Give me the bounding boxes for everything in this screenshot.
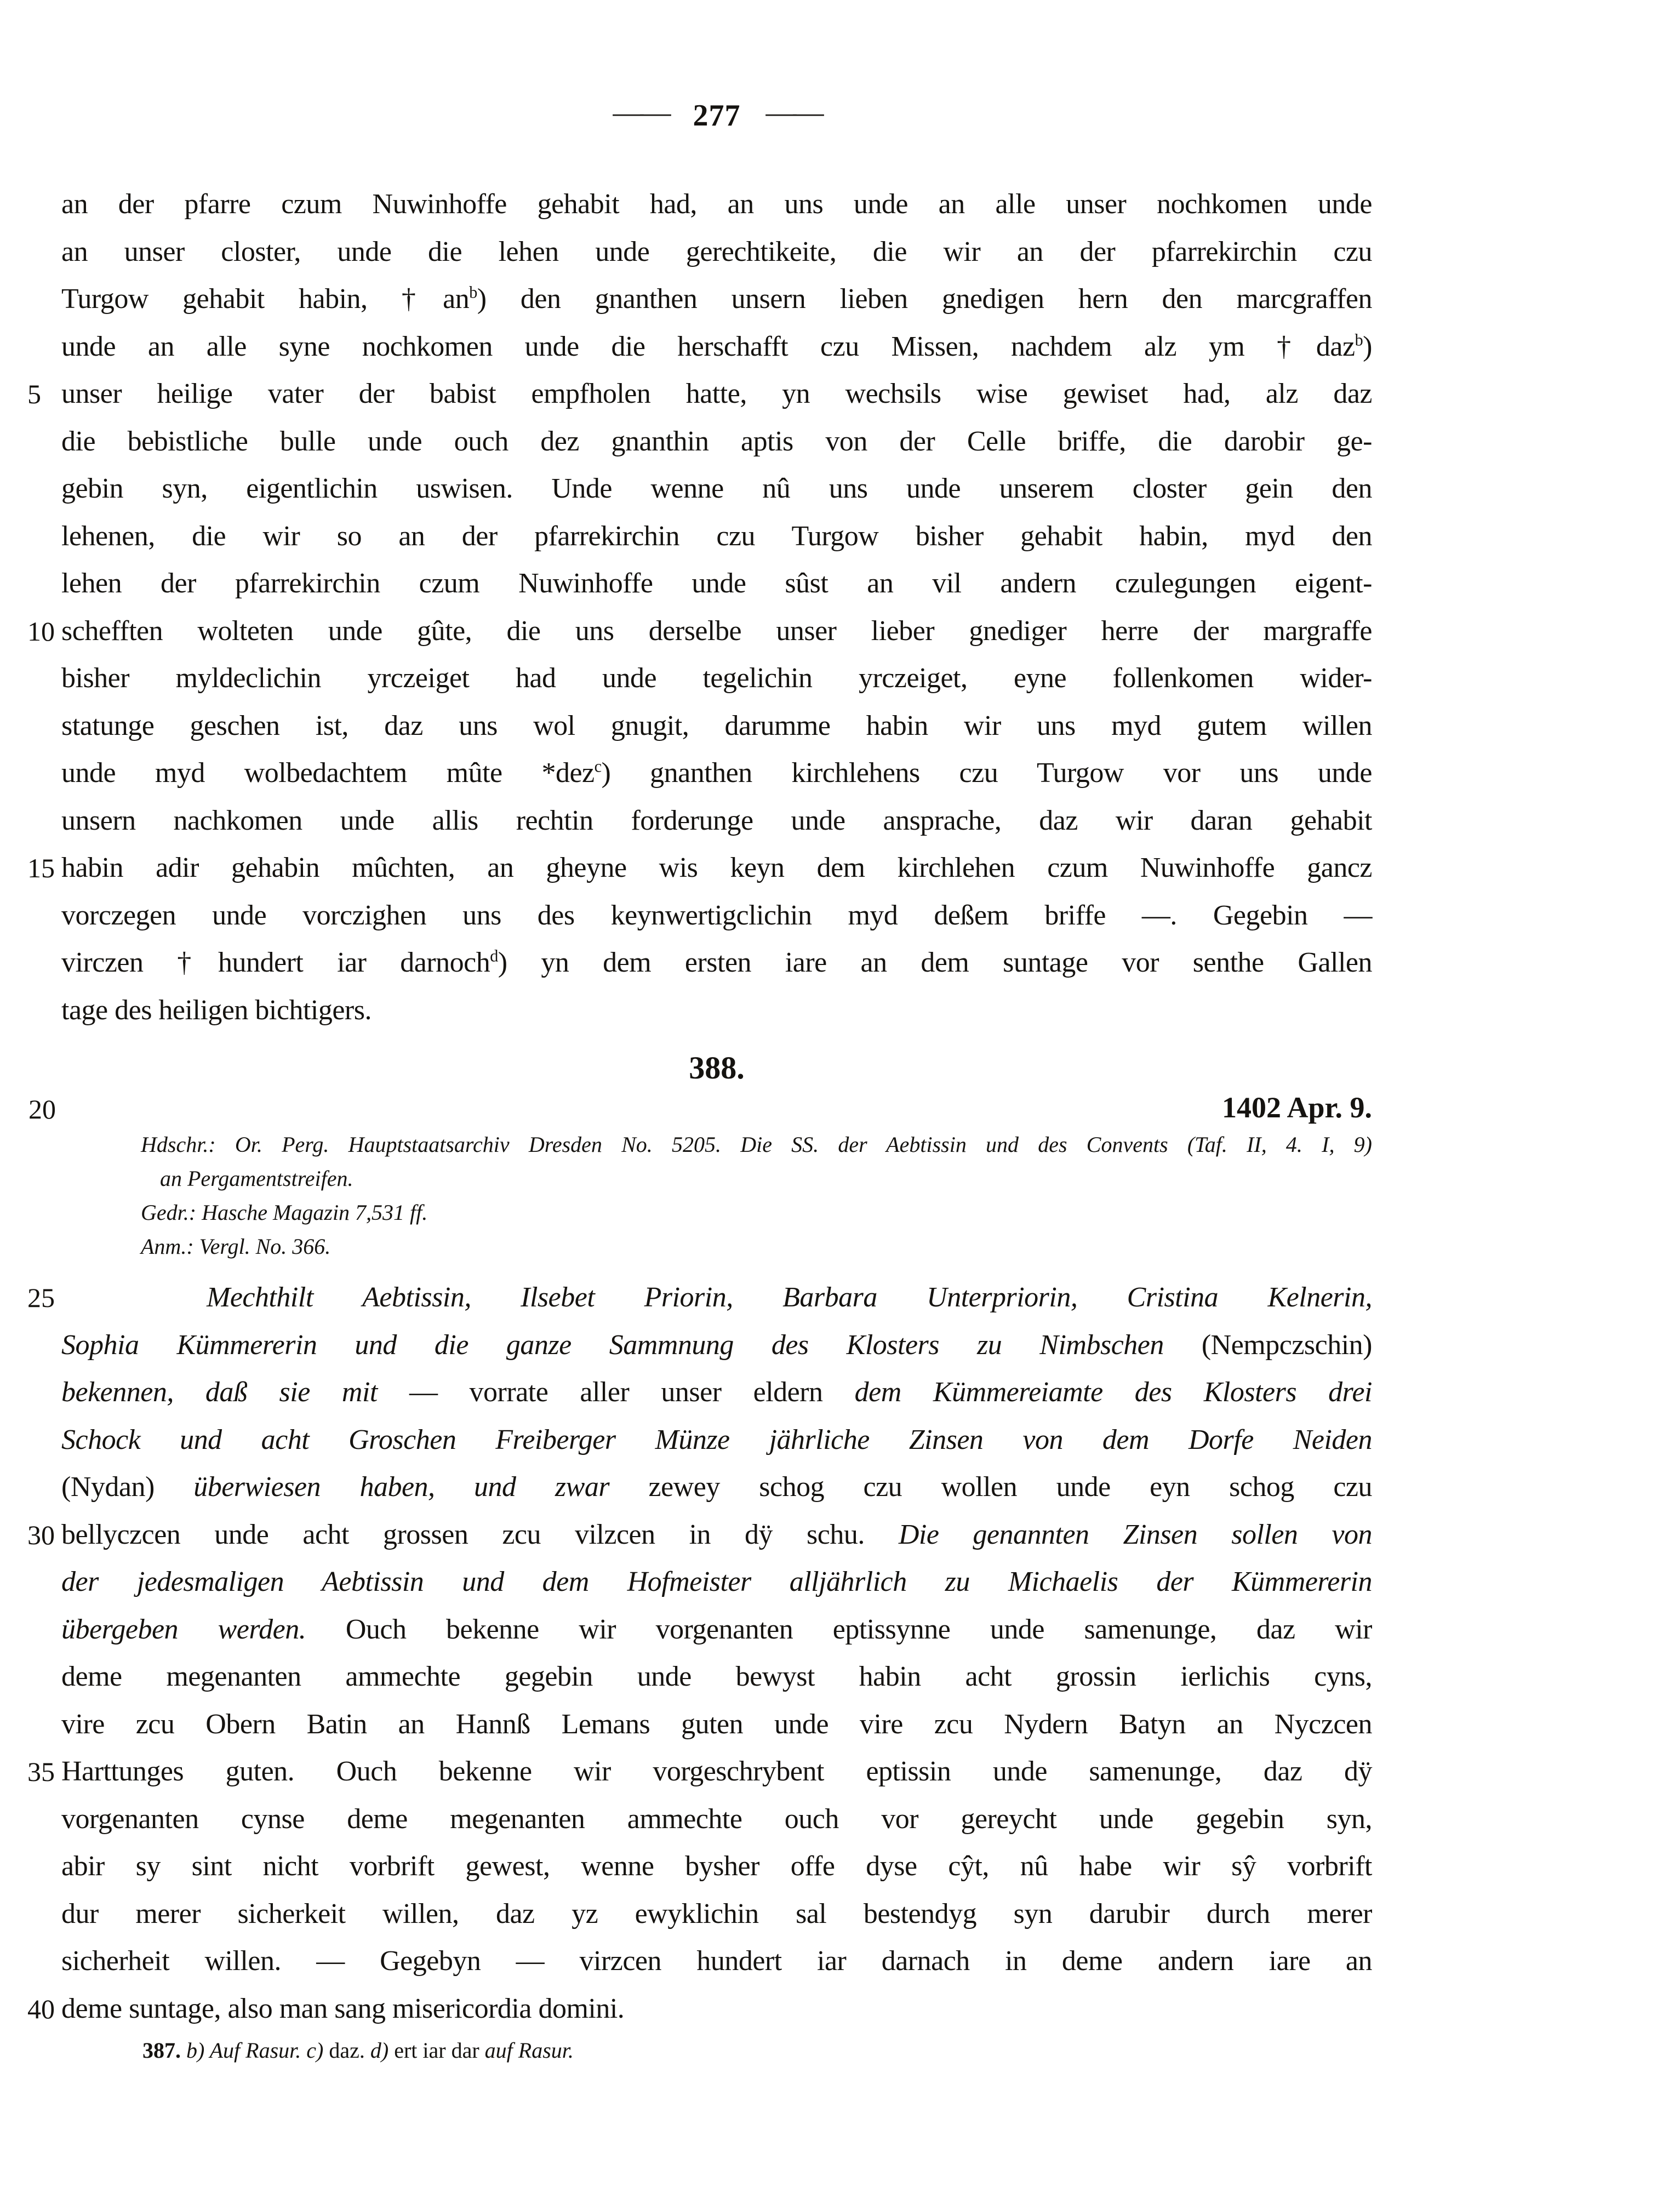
text-line (61, 1322, 1372, 1369)
footnote-marker: c (594, 757, 602, 776)
text-run: deme megenanten ammechte gegebin unde bewyst habin acht grossin ierlichis cyns, (61, 1661, 1372, 1692)
text-line (61, 703, 1372, 750)
text-run: bisher myldeclichin yrczeiget had unde tegelichin yrczeiget, eyne follenkomen wider- (61, 663, 1372, 694)
text-line (61, 1938, 1372, 1985)
text-run: statunge geschen ist, daz uns wol gnugit, darumme habin wir uns myd gutem willen (61, 710, 1372, 741)
text-run: daz. (323, 2038, 370, 2063)
text-run: Anm.: Vergl. No. 366. (141, 1234, 331, 1259)
text-run: virczen †hundert iar darnoch (61, 947, 490, 978)
text-run: Ouch bekenne wir vorgenanten eptissynne unde samenunge, daz wir (345, 1613, 1372, 1645)
text-run: überwiesen haben, und zwar (193, 1471, 649, 1503)
entry-date: 1402 Apr. 9. (1221, 1091, 1372, 1124)
text-line (61, 1653, 1372, 1701)
footnote-marker: b (1355, 330, 1363, 350)
text-line (61, 560, 1372, 608)
line-number: 10 (27, 615, 55, 647)
text-run: gebin syn, eigentlichin uswisen. Unde wenne nû uns unde unserem closter gein den (61, 473, 1372, 504)
text-line (61, 750, 1372, 797)
text-run: Die genannten Zinsen sollen von (898, 1518, 1372, 1550)
text-line (61, 181, 1372, 229)
header-rule-right: —— (765, 95, 821, 129)
text-run: lehenen, die wir so an der pfarrekirchin czu Turgow bisher gehabit habin, myd den (61, 520, 1372, 552)
text-line (61, 323, 1372, 371)
text-run: 387. (142, 2038, 181, 2063)
text-line (61, 797, 1372, 845)
source-citations (61, 1128, 1372, 1264)
text-run: abir sy sint nicht vorbrift gewest, wenne bysher offe dyse cŷt, nû habe wir sŷ vorbrift (61, 1851, 1372, 1882)
text-run: ) yn dem ersten iare an dem suntage vor senthe Gallen (498, 947, 1372, 978)
running-head (61, 96, 1372, 135)
document-388-text (27, 1274, 1373, 2033)
text-run: — vorrate aller unser eldern (409, 1377, 855, 1408)
text-line (61, 1796, 1372, 1843)
text-run: unsern nachkomen unde allis rechtin forderunge unde ansprache, daz wir daran gehabit (61, 804, 1372, 836)
text-run: b) Auf Rasur. (186, 2038, 301, 2063)
text-run: der jedesmaligen Aebtissin und dem Hofmeister alljährlich zu Michaelis der Kümmererin (61, 1566, 1372, 1597)
text-line (61, 892, 1372, 940)
text-line (61, 229, 1372, 276)
text-run: ) (1363, 330, 1372, 362)
text-run: zewey schog czu wollen unde eyn schog czu (648, 1471, 1372, 1503)
text-line (27, 844, 1372, 892)
text-run: vorgenanten cynse deme megenanten ammechte ouch vor gereycht unde gegebin syn, (61, 1803, 1372, 1835)
line-number: 25 (27, 1282, 55, 1313)
text-run: ) den gnanthen unsern lieben gnedigen hern den marcgraffen (477, 283, 1372, 315)
text-line (61, 1701, 1372, 1749)
text-line (61, 1558, 1372, 1606)
text-line (61, 513, 1372, 561)
text-line (61, 1843, 1372, 1891)
text-line (61, 418, 1372, 466)
line-number: 30 (27, 1519, 55, 1550)
text-line (61, 1606, 1372, 1654)
text-line (61, 987, 1372, 1035)
entry-number-heading: 388. (689, 1050, 745, 1086)
line-number: 40 (27, 1993, 55, 2024)
text-run: c) (306, 2038, 324, 2063)
footnote-marker: d (490, 946, 498, 966)
text-run: übergeben werden. (61, 1613, 346, 1645)
text-run: ) gnanthen kirchlehens czu Turgow vor uns unde (601, 757, 1372, 789)
text-run: schefften wolteten unde gûte, die uns derselbe unser lieber gnediger herre der margraffe (61, 615, 1372, 647)
text-line (27, 370, 1372, 418)
line-number: 15 (27, 853, 55, 883)
text-line (61, 1464, 1372, 1511)
text-run: an der pfarre czum Nuwinhoffe gehabit had, an uns unde an alle unser nochkomen unde (61, 189, 1372, 220)
text-run: dur merer sicherkeit willen, daz yz ewyklichin sal bestendyg syn darubir durch merer (61, 1898, 1372, 1929)
text-line (27, 608, 1372, 655)
text-run: (Nydan) (61, 1471, 194, 1503)
text-line (61, 1369, 1372, 1417)
text-line (61, 1891, 1372, 1938)
text-run: habin adir gehabin mûchten, an gheyne wis keyn dem kirchlehen czum Nuwinhoffe gancz (61, 852, 1372, 883)
text-run: dem Kümmereiamte des Klosters drei (854, 1377, 1373, 1408)
text-run (181, 2038, 186, 2063)
text-line (141, 1196, 1372, 1230)
text-line (61, 655, 1372, 703)
text-run: sicherheit willen. — Gegebyn — virzcen hundert iar darnach in deme andern iare an (61, 1945, 1372, 1977)
text-line (27, 1748, 1372, 1796)
text-line (141, 1128, 1372, 1162)
text-run: Hdschr.: Or. Perg. Hauptstaatsarchiv Dresden No. 5205. Die SS. der Aebtissin und des Convents (Taf. II, 4. I, 9) (141, 1132, 1372, 1157)
apparatus-footnote (61, 2034, 1372, 2067)
text-run: (Nempczschin) (1201, 1329, 1372, 1361)
page-number: 277 (693, 99, 741, 133)
text-run: Schock und acht Groschen Freiberger Münze jährliche Zinsen von dem Dorfe Neiden (61, 1424, 1372, 1455)
text-run: Gedr.: Hasche Magazin 7,531 ff. (141, 1200, 428, 1225)
text-run: unde an alle syne nochkomen unde die herschafft czu Missen, nachdem alz ym †daz (61, 330, 1355, 362)
text-run: bellyczcen unde acht grossen zcu vilzcen in dÿ schu. (61, 1518, 899, 1550)
text-line (27, 1511, 1372, 1559)
text-run (301, 2038, 306, 2063)
text-run: an unser closter, unde die lehen unde gerechtikeite, die wir an der pfarrekirchin czu (61, 236, 1372, 267)
document-387-text (27, 181, 1372, 1034)
text-line (142, 2034, 1372, 2067)
text-line (61, 1417, 1372, 1464)
text-run: vire zcu Obern Batin an Hannß Lemans guten unde vire zcu Nydern Batyn an Nyczcen (61, 1708, 1372, 1740)
text-line (141, 1230, 1372, 1264)
line-number: 5 (27, 379, 41, 409)
text-line (27, 1985, 1372, 2033)
text-run: lehen der pfarrekirchin czum Nuwinhoffe unde sûst an vil andern czulegungen eigent- (61, 568, 1372, 599)
footnote-marker: b (469, 283, 477, 302)
text-run: auf Rasur. (484, 2038, 574, 2063)
text-run: bekennen, daß sie mit (61, 1377, 409, 1408)
text-run: die bebistliche bulle unde ouch dez gnanthin aptis von der Celle briffe, die darobir ge- (61, 425, 1372, 457)
text-line (160, 1162, 1372, 1196)
text-run: vorczegen unde vorczighen uns des keynwertigclichin myd deßem briffe —. Gegebin — (61, 899, 1372, 931)
text-run: d) (370, 2038, 389, 2063)
text-line (61, 276, 1372, 323)
text-run: Turgow gehabit habin, †an (61, 283, 470, 315)
text-run: unde myd wolbedachtem mûte *dez (61, 757, 595, 789)
text-run: Sophia Kümmererin und die ganze Sammnung des Klosters zu Nimbschen (61, 1329, 1202, 1361)
text-run: unser heilige vater der babist empfholen hatte, yn wechsils wise gewiset had, alz daz (61, 378, 1372, 409)
header-rule-left: —— (613, 95, 668, 129)
text-line (61, 939, 1372, 987)
text-run: Mechthilt Aebtissin, Ilsebet Priorin, Barbara Unterpriorin, Cristina Kelnerin, (207, 1282, 1372, 1313)
text-run: an Pergamentstreifen. (160, 1166, 353, 1191)
text-line (27, 1274, 1372, 1322)
text-line (61, 465, 1372, 513)
text-run: Harttunges guten. Ouch bekenne wir vorgeschrybent eptissin unde samenunge, daz dÿ (61, 1756, 1372, 1787)
text-run: deme suntage, also man sang misericordia domini. (61, 1993, 625, 2024)
text-run: tage des heiligen bichtigers. (61, 994, 372, 1026)
line-number: 20 (28, 1094, 56, 1124)
line-number: 35 (27, 1756, 55, 1787)
text-run: ert iar dar (388, 2038, 485, 2063)
